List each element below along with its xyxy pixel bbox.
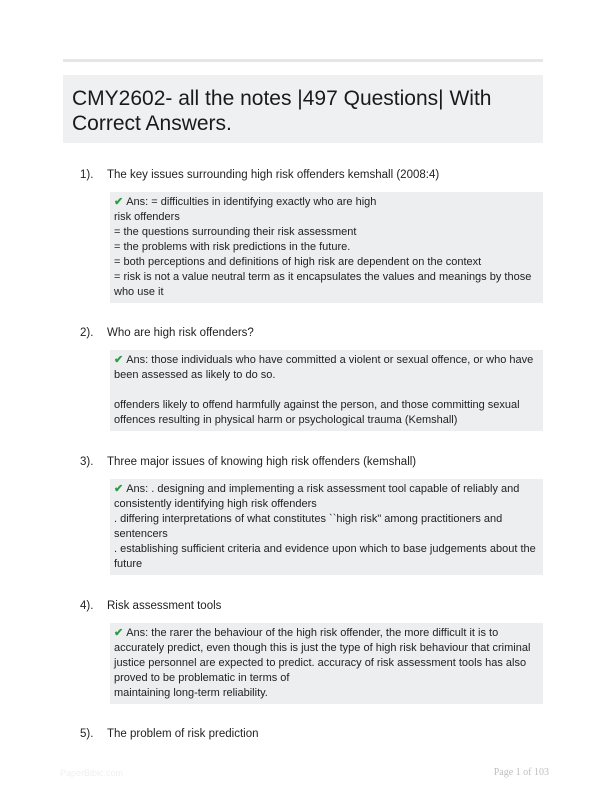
question-text: The key issues surrounding high risk offenders kemshall (2008:4) — [107, 169, 440, 181]
answer-spacer — [114, 383, 539, 398]
question-item — [80, 168, 543, 303]
check-icon: ✔ — [114, 483, 124, 495]
question-item — [80, 727, 543, 742]
answer-line: = the problems with risk predictions in the future. — [114, 241, 351, 253]
answer-box — [110, 192, 543, 303]
answer-line: = both perceptions and definitions of high risk are dependent on the context — [114, 256, 482, 268]
answer-line: Ans: . designing and implementing a risk assessment tool capable of reliably and consistently identifying high risk offenders — [114, 483, 520, 510]
question-text: Risk assessment tools — [107, 600, 222, 612]
question-text: Three major issues of knowing high risk offenders (kemshall) — [107, 456, 417, 468]
answer-box — [110, 623, 543, 704]
top-divider — [63, 59, 543, 62]
answer-line: . establishing sufficient criteria and evidence upon which to base judgements about the future — [114, 543, 536, 570]
answer-line: Ans: those individuals who have committed a violent or sexual offence, or who have been assessed as likely to do so. — [114, 354, 534, 381]
answer-box — [110, 350, 543, 431]
title-line-1: CMY2602- all the notes |497 Questions| With — [72, 87, 492, 110]
document-title — [72, 86, 534, 136]
answer-line: Ans: = difficulties in identifying exactly who are high — [126, 196, 377, 208]
answer-line: offenders likely to offend harmfully against the person, and those committing sexual offences resulting in physical harm or psychological trauma (Kemshall) — [114, 399, 520, 426]
answer-line: maintaining long-term reliability. — [114, 687, 268, 699]
answer-line: . differing interpretations of what constitutes ``high risk" among practitioners and sentencers — [114, 513, 503, 540]
answer-line: Ans: the rarer the behaviour of the high risk offender, the more difficult it is to accurately predict, even though this is just the type of high risk behaviour that criminal justice personnel are expected to predict. accuracy of risk assessment tools has also proved to be problematic in terms of — [114, 627, 531, 684]
check-icon: ✔ — [114, 196, 124, 208]
question-item — [80, 326, 543, 431]
answer-line: risk offenders — [114, 211, 180, 223]
answer-box — [110, 479, 543, 575]
question-item — [80, 455, 543, 575]
question-item — [80, 599, 543, 704]
page-number: Page 1 of 103 — [493, 767, 549, 778]
question-number: 5). — [80, 728, 94, 740]
question-number: 3). — [80, 456, 94, 468]
question-number: 4). — [80, 600, 94, 612]
question-number: 1). — [80, 169, 94, 181]
title-line-2: Correct Answers. — [72, 112, 232, 135]
check-icon: ✔ — [114, 354, 124, 366]
question-text: Who are high risk offenders? — [107, 327, 254, 339]
check-icon: ✔ — [114, 627, 124, 639]
answer-line: = the questions surrounding their risk assessment — [114, 226, 357, 238]
footer-watermark: PaperBibic.com — [60, 768, 124, 778]
answer-line: = risk is not a value neutral term as it encapsulates the values and meanings by those who use it — [114, 271, 532, 298]
question-text: The problem of risk prediction — [107, 728, 259, 740]
question-number: 2). — [80, 327, 94, 339]
title-banner — [63, 75, 543, 143]
